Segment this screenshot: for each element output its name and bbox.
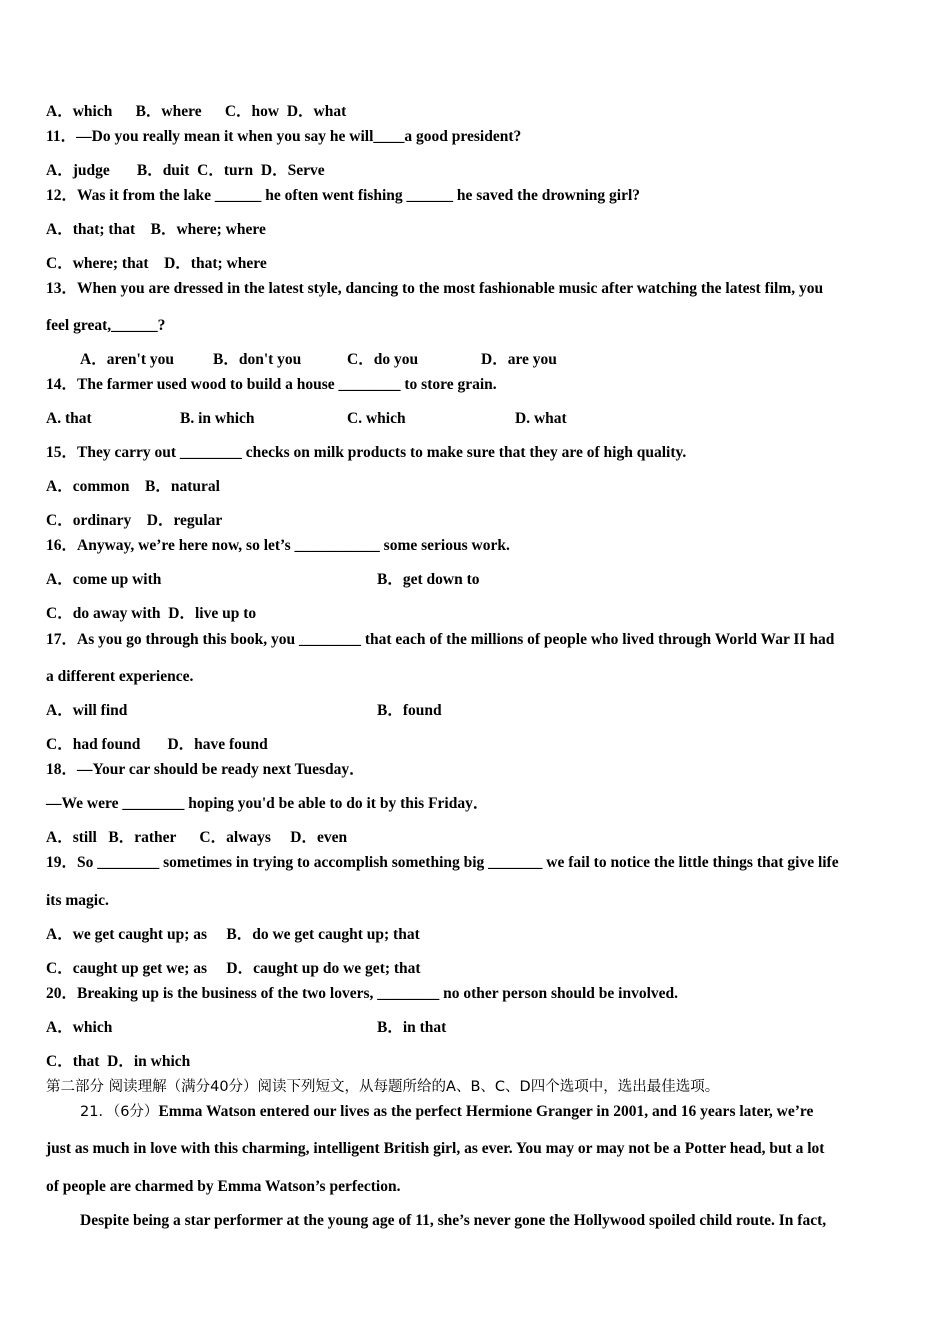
q19-options-ab: A．we get caught up; as B．do we get caught up; that <box>46 926 420 943</box>
q18-stem-cont: —We were ________ hoping you'd be able to do it by this Friday． <box>46 795 489 812</box>
q14-option-b: B. in which <box>180 410 255 427</box>
q10-options: A．which B．where C．how D．what <box>46 103 347 120</box>
q21-number: 21．（6分） <box>80 1104 159 1120</box>
q13-option-b: B．don't you <box>213 351 302 368</box>
q17-option-b: B．found <box>377 702 442 719</box>
q21-passage-line1 <box>80 1102 813 1122</box>
q11-options: A．judge B．duit C．turn D．Serve <box>46 162 325 179</box>
q15-options-cd: C．ordinary D．regular <box>46 512 223 529</box>
q21-passage-line2: just as much in love with this charming, intelligent British girl, as ever. You may or may not be a Potter head, but a lot <box>46 1140 825 1157</box>
q20-stem: 20．Breaking up is the business of the two lovers, ________ no other person should be involved. <box>46 985 678 1002</box>
q13-stem: 13．When you are dressed in the latest style, dancing to the most fashionable music after watching the latest film, you <box>46 280 824 297</box>
q19-stem: 19．So ________ sometimes in trying to accomplish something big _______ we fail to notice the little things that give life <box>46 854 839 871</box>
q13-option-d: D．are you <box>481 351 557 368</box>
q20-option-a: A．which <box>46 1019 113 1036</box>
q13-stem-cont: feel great,______? <box>46 317 166 334</box>
q14-option-a: A. that <box>46 410 92 427</box>
q16-option-a: A．come up with <box>46 571 162 588</box>
section-heading: 第二部分 阅读理解（满分40分）阅读下列短文，从每题所给的A、B、C、D四个选项中，选出最佳选项。 <box>46 1079 720 1095</box>
q14-option-c: C. which <box>347 410 406 427</box>
q12-options-ab: A．that; that B．where; where <box>46 221 266 238</box>
q17-stem: 17．As you go through this book, you ________ that each of the millions of people who lived through World War II had <box>46 631 835 648</box>
q18-options: A．still B．rather C．always D．even <box>46 829 348 846</box>
q20-option-b: B．in that <box>377 1019 447 1036</box>
q16-stem: 16．Anyway, we’re here now, so let’s ___________ some serious work. <box>46 537 510 554</box>
q12-options-cd: C．where; that D．that; where <box>46 255 267 272</box>
q17-stem-cont: a different experience. <box>46 668 194 685</box>
q21-passage-text: Emma Watson entered our lives as the perfect Hermione Granger in 2001, and 16 years later, we’re <box>158 1103 814 1120</box>
q14-stem: 14．The farmer used wood to build a house ________ to store grain. <box>46 376 497 393</box>
q12-stem: 12．Was it from the lake ______ he often went fishing ______ he saved the drowning girl? <box>46 187 641 204</box>
q21-passage-line3: of people are charmed by Emma Watson’s perfection. <box>46 1178 401 1195</box>
q19-stem-cont: its magic. <box>46 892 109 909</box>
q15-options-ab: A．common B．natural <box>46 478 220 495</box>
q17-option-a: A．will find <box>46 702 128 719</box>
q13-option-a: A．aren't you <box>80 351 175 368</box>
q17-options-cd: C．had found D．have found <box>46 736 268 753</box>
q18-stem: 18．—Your car should be ready next Tuesday． <box>46 761 365 778</box>
q16-option-b: B．get down to <box>377 571 480 588</box>
q14-option-d: D. what <box>515 410 567 427</box>
q16-options-cd: C．do away with D．live up to <box>46 605 257 622</box>
q13-option-c: C．do you <box>347 351 419 368</box>
q19-options-cd: C．caught up get we; as D．caught up do we get; that <box>46 960 421 977</box>
q21-passage-line4: Despite being a star performer at the young age of 11, she’s never gone the Hollywood spoiled child route. In fact, <box>80 1212 827 1229</box>
q20-options-cd: C．that D．in which <box>46 1053 191 1070</box>
q11-stem: 11．—Do you really mean it when you say he will____a good president? <box>46 128 522 145</box>
q15-stem: 15．They carry out ________ checks on milk products to make sure that they are of high quality. <box>46 444 687 461</box>
